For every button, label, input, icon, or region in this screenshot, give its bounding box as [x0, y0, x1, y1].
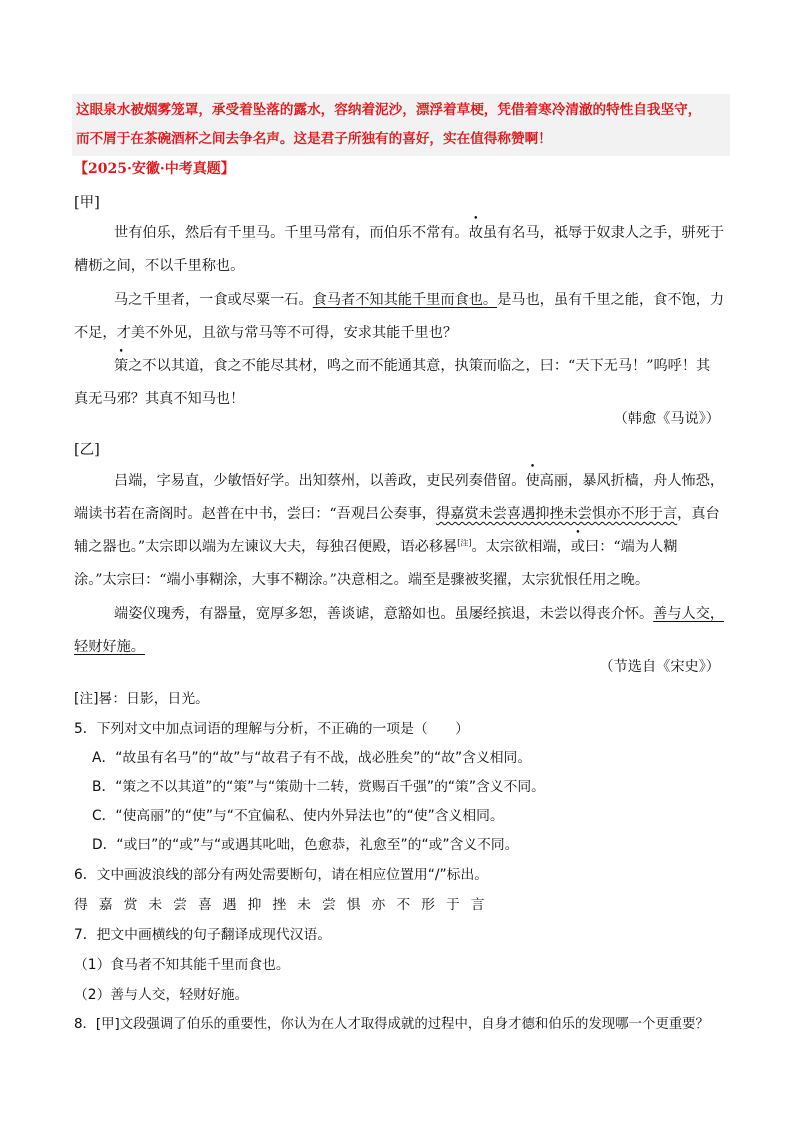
yi-p1-line1: 吕端，字易直，少敏悟好学。出知蔡州，以善政，吏民列奏借留。使高丽，暴风折樯，舟人怖恐， — [114, 473, 725, 489]
intro-line-1: 这眼泉水被烟雾笼罩，承受着坠落的露水，容纳着泥沙，漂浮着草梗，凭借着寒冷清澈的特性自我坚守， — [76, 102, 702, 118]
wavy-underlined-text: 得嘉赏未尝喜遇抑挫未尝惧亦不形于言 — [435, 506, 678, 522]
jia-p3-line2: 真无马邪？其真不知马也！ — [74, 391, 245, 407]
footnote: [注]晷：日影，日光。 — [74, 691, 209, 707]
underlined-sentence-2a: 善与人交， — [653, 606, 725, 622]
dotted-word-ce: 策 — [114, 358, 129, 374]
yi-p1-line4: 涂。”太宗曰：“端小事糊涂，大事不糊涂。”决意相之。端至是骤被奖擢，太宗犹恨任用之晚。 — [74, 572, 650, 588]
jia-p3-line1: 策之不以其道，食之不能尽其材，鸣之而不能通其意，执策而临之，曰：“天下无马！”呜呼！其 — [114, 358, 711, 374]
question-5-option-b: B．“策之不以其道”的“策”与“策勋十二转，赏赐百千强”的“策”含义不同。 — [92, 779, 545, 795]
question-7-item-1: （1）食马者不知其能千里而食也。 — [74, 957, 290, 973]
question-6-text: 得嘉赏未尝喜遇抑挫未尝惧亦不形于言 — [74, 897, 496, 913]
intro-translation-box — [72, 94, 730, 156]
question-8: 8．[甲]文段强调了伯乐的重要性，你认为在人才取得成就的过程中，自身才德和伯乐的发现哪一个更重要？ — [74, 1017, 709, 1032]
jia-citation: （韩愈《马说》） — [613, 411, 720, 427]
passage-yi-label: [乙] — [74, 442, 100, 458]
jia-p2-line2: 不足，才美不外见，且欲与常马等不可得，安求其能千里也？ — [74, 325, 458, 341]
question-5-option-a: A．“故虽有名马”的“故”与“故君子有不战，战必胜矣”的“故”含义相同。 — [92, 750, 532, 766]
dotted-word-huo: 或 — [570, 539, 585, 555]
jia-p1-line1: 世有伯乐，然后有千里马。千里马常有，而伯乐不常有。故虽有名马，祗辱于奴隶人之手，骈死于 — [114, 225, 725, 241]
yi-p2-line2 — [74, 636, 145, 656]
question-7: 7．把文中画横线的句子翻译成现代汉语。 — [74, 927, 332, 943]
question-5-option-d: D．“或曰”的“或”与“或遇其叱咄，色愈恭，礼愈至”的“或”含义不同。 — [92, 837, 519, 853]
question-7-item-2: （2）善与人交，轻财好施。 — [74, 987, 249, 1003]
footnote-marker: [注] — [457, 538, 472, 548]
underlined-sentence-1: 食马者不知其能千里而食也。 — [312, 292, 498, 308]
yi-citation: （节选自《宋史》） — [599, 659, 720, 675]
dotted-word-gu: 故 — [468, 225, 483, 241]
question-5: 5．下列对文中加点词语的理解与分析，不正确的一项是（ ） — [74, 721, 470, 737]
yi-p2-line1: 端姿仪瑰秀，有器量，宽厚多恕，善谈谑，意豁如也。虽屡经摈退，未尝以得丧介怀。善与人交， — [114, 606, 725, 622]
jia-p2-line1: 马之千里者，一食或尽粟一石。食马者不知其能千里而食也。是马也，虽有千里之能，食不饱，力 — [114, 292, 725, 308]
underlined-sentence-2b: 轻财好施。 — [74, 639, 145, 655]
source-tag: 【2025·安徽·中考真题】 — [74, 161, 235, 177]
question-6: 6．文中画波浪线的部分有两处需要断句，请在相应位置用“/”标出。 — [74, 867, 489, 883]
jia-p1-line2: 槽枥之间，不以千里称也。 — [74, 258, 245, 274]
question-5-option-c: C．“使高丽”的“使”与“不宜偏私、使内外异法也”的“使”含义相同。 — [92, 808, 504, 824]
intro-line-2: 而不屑于在茶碗酒杯之间去争名声。这是君子所独有的喜好，实在值得称赞啊！ — [76, 131, 552, 147]
dotted-word-shi: 使 — [525, 473, 540, 489]
passage-jia-label: [甲] — [74, 195, 100, 211]
yi-p1-line3: 辅之器也。”太宗即以端为左谏议大夫，每独召便殿，语必移晷[注]。太宗欲相端，或曰：“端为人糊 — [74, 538, 678, 555]
yi-p1-line2: 端读书若在斋阁时。赵普在中书，尝曰：“吾观吕公奏事，得嘉赏未尝喜遇抑挫未尝惧亦不形于言，真台 — [74, 506, 720, 522]
